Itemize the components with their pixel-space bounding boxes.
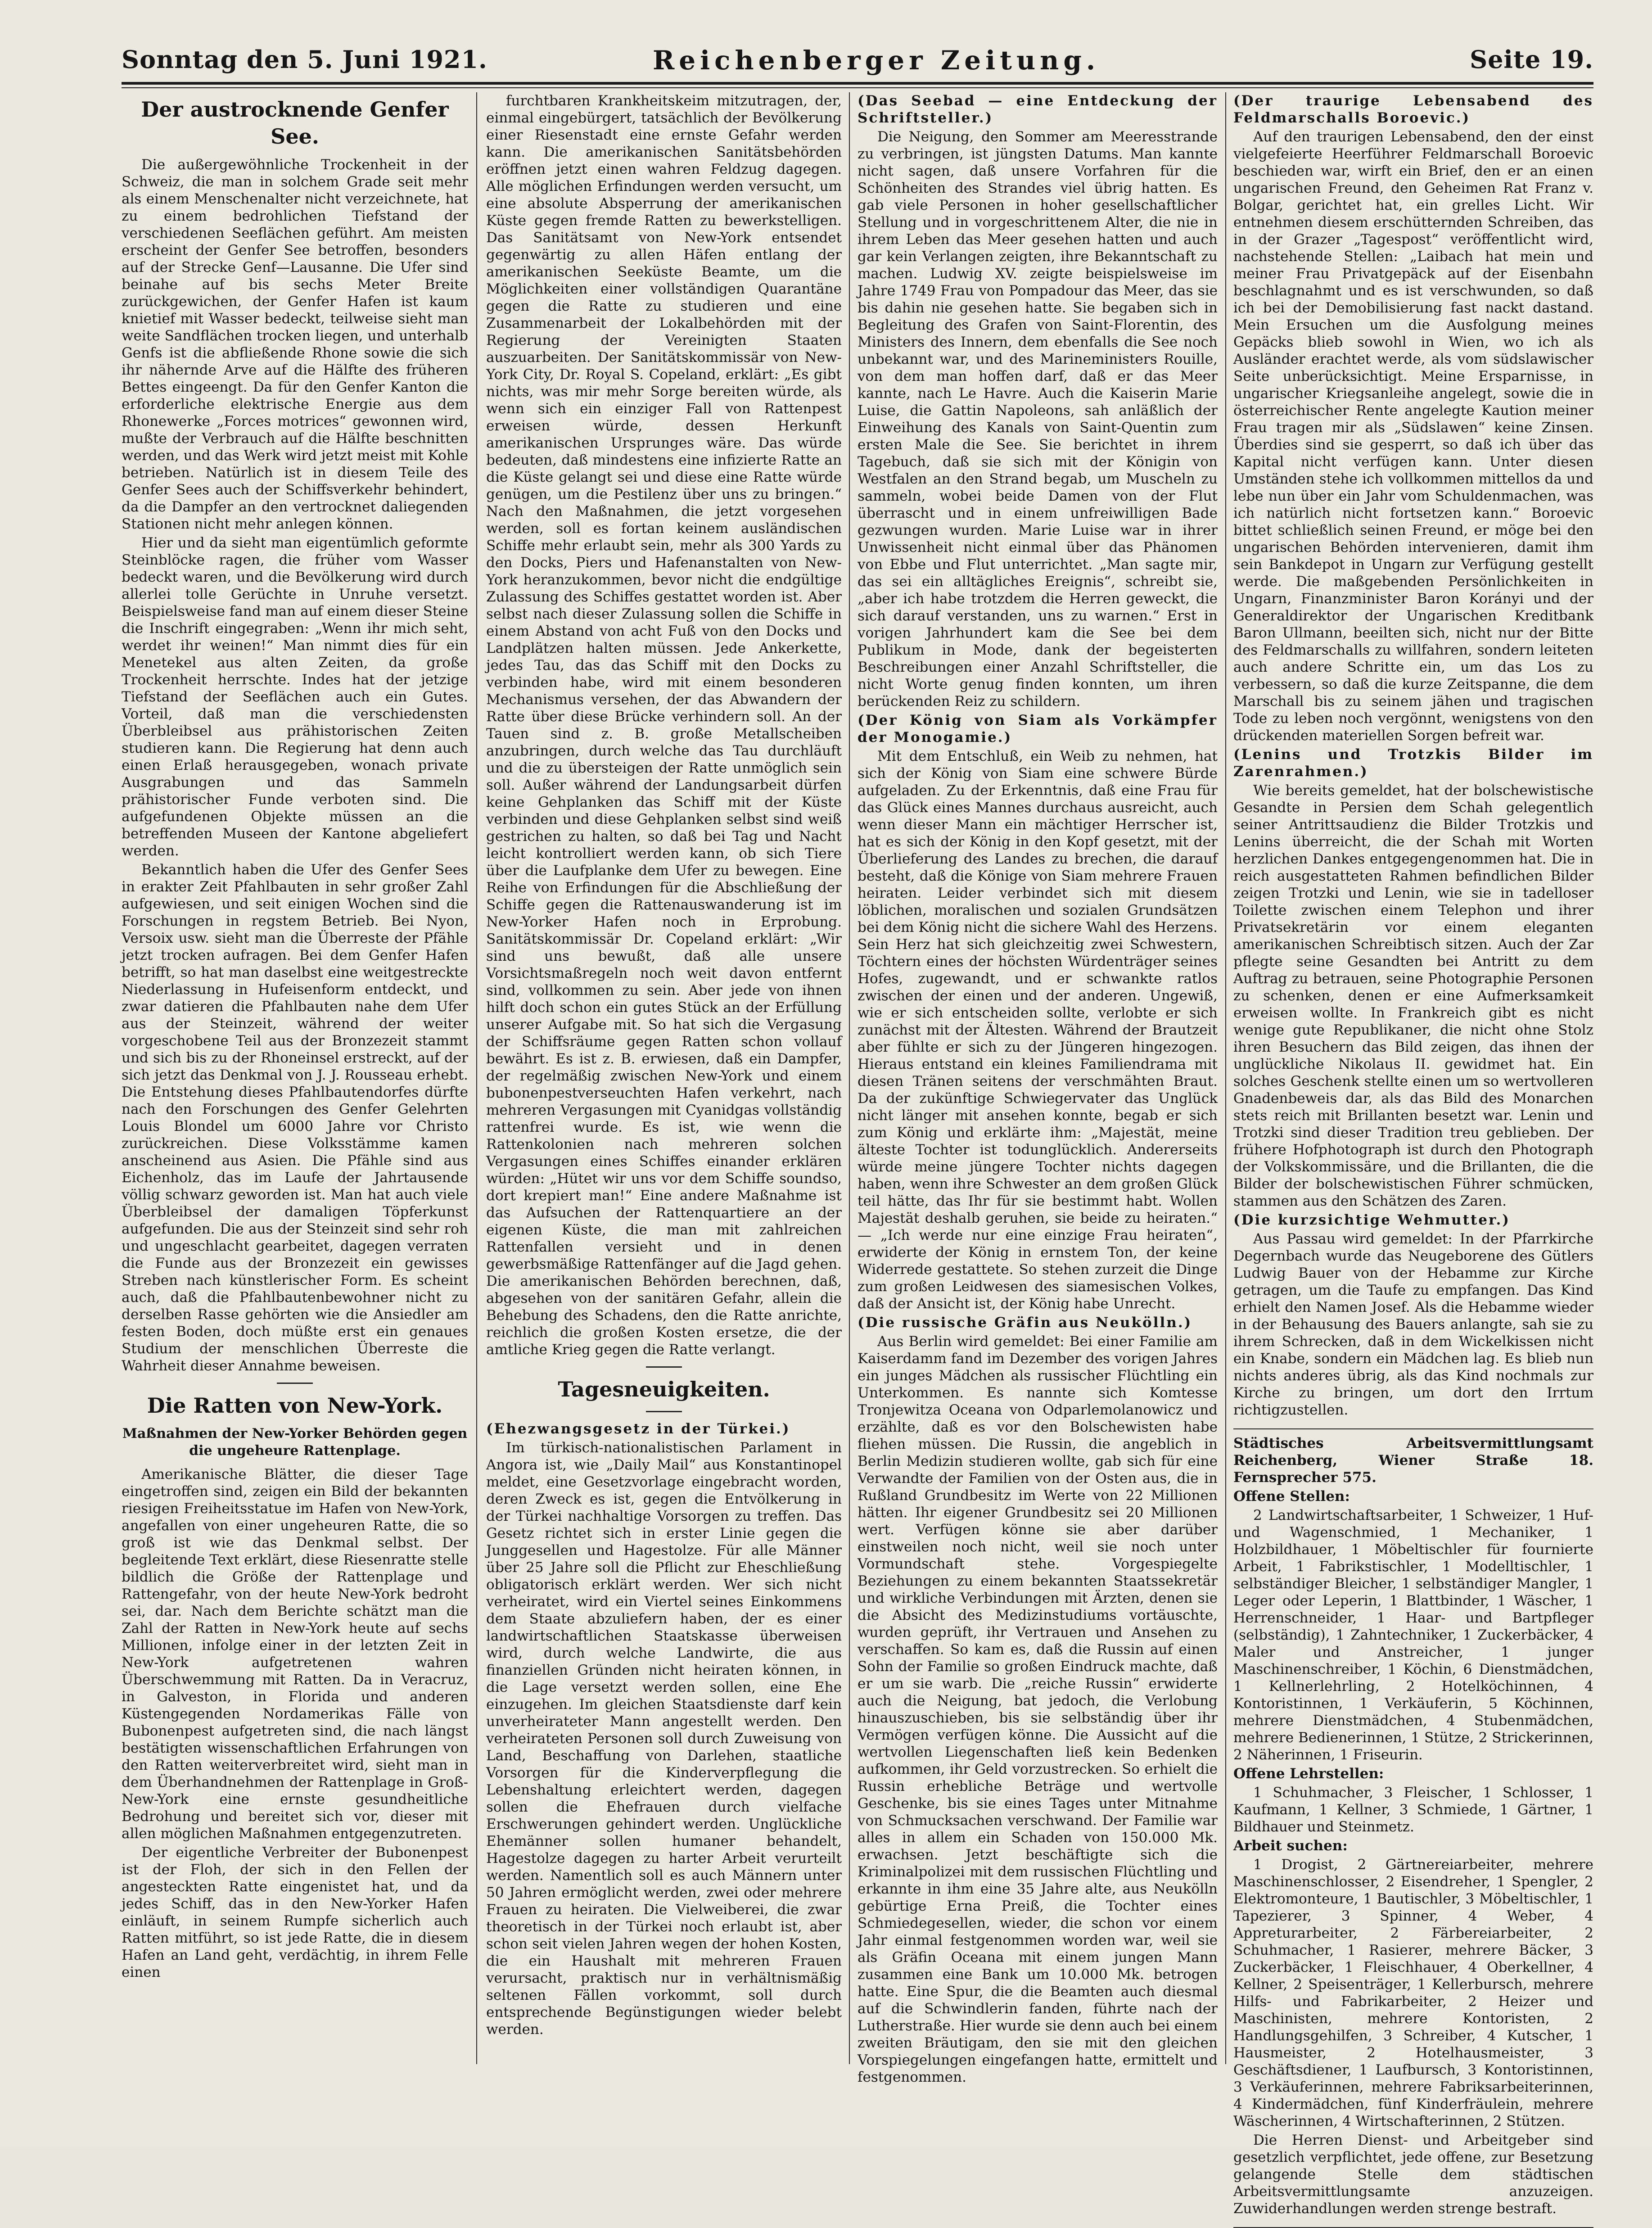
article-kicker <box>486 1420 842 1437</box>
section-divider <box>646 1366 682 1368</box>
column-divider <box>849 92 850 2064</box>
kicker-text: (Die kurzsichtige Wehmutter.) <box>1233 1212 1510 1228</box>
job-seekers-list: 1 Drogist, 2 Gärtnereiarbeiter, mehrere Maschinenschlosser, 2 Eisendreher, 1 Spengler, 2 Elektromonteure, 1 Bautischler, 3 Möbeltischler, 1 Tapezierer, 3 Spinner, 4 Weber, 4 Appreturarbeiter, 2 Färbereiarbeiter, 2 Schuhmacher, 1 Rasierer, mehrere Bäcker, 3 Zuckerbäcker, 1 Fleischhauer, 4 Oberkellner, 4 Kellner, 2 Speisenträger, 1 Kellerbursch, mehrere Hilfs- und Fabrikarbeiter, 2 Heizer und Maschinisten, mehrere Kontoristen, 2 Handlungsgehilfen, 3 Schreiber, 4 Kutscher, 1 Hausmeister, 2 Hotelhausmeister, 3 Geschäftsdiener, 1 Laufbursch, 3 Kontoristinnen, 3 Verkäuferinnen, mehrere Fabriksarbeiterinnen, 4 Kindermädchen, fünf Kinderfräulein, mehrere Wäscherinnen, 4 Wirtschafterinnen, 2 Stützen. <box>1233 1857 1593 2129</box>
section-divider <box>1233 1428 1593 1429</box>
article-subtitle: Maßnahmen der New-Yorker Behörden gegen die ungeheure Rattenplage. <box>122 1426 468 1459</box>
article-paragraph: Amerikanische Blätter, die dieser Tage eingetroffen sind, zeigen ein Bild der bekannten riesigen Freiheitsstatue im Hafen von New-York, angefallen von einer ungeheuren Ratte, die so groß ist wie das Denkmal selbst. Der begleitende Text erklärt, diese Riesenratte stelle bildlich die Größe der Rattenplage und Rattengefahr, von der heute New-York bedroht sei, dar. Nach dem Berichte schätzt man die Zahl der Ratten in New-York heute auf sechs Millionen, infolge einer in der letzten Zeit in New-York aufgetretenen wahren Überschwemmung mit Ratten. Da in Veracruz, in Galveston, in Florida und anderen Küstengegenden Nordamerikas Fälle von Bubonenpest aufgetreten sind, die nach längst bestätigten wissenschaftlichen Erfahrungen von den Ratten weiterverbreitet wird, sieht man in dem Überhandnehmen der Rattenplage in Groß-New-York eine ernste gesundheitliche Bedrohung und bereitet sich vor, dieser mit allen möglichen Maßnahmen entgegenzutreten. <box>122 1466 468 1842</box>
article-paragraph: Aus Berlin wird gemeldet: Bei einer Familie am Kaiserdamm fand im Dezember des vorigen Jahres ein junges Mädchen als russischer Flüchtling ein Unterkommen. Es nannte sich Komtesse Tronjewitza Oceana von Odparlemolanowicz und erzählte, daß es vor den Bolschewisten habe fliehen müssen. Die Russin, die angeblich in Berlin Medizin studieren wollte, gab sich für eine Verwandte der Familien von der Osten aus, die in Rußland Grundbesitz im Werte von 22 Millionen hätten. Ihr eigener Grundbesitz sei 20 Millionen wert. Verfügen könne sie aber darüber einstweilen noch nicht, weil sie noch unter Vormundschaft stehe. Vorgespiegelte Beziehungen zu einem bekannten Staatssekretär und wirkliche Verbindungen mit Ärzten, denen sie die Absicht des Medizinstudiums vortäuschte, wurden geprüft, ihr Vertrauen und Ansehen zu verschaffen. So kam es, daß die Russin auf einen Sohn der Familie so großen Eindruck machte, daß er um sie warb. Die „reiche Russin“ erwiderte auch die Neigung, bat jedoch, die Verlobung hinauszuschieben, bis sie selbständig über ihr Vermögen verfügen könne. Die Aussicht auf die wertvollen Liegenschaften ließ kein Bedenken aufkommen, ihr Geld vorzustrecken. So erhielt die Russin erhebliche Beträge und wertvolle Geschenke, bis sie eines Tages unter Mitnahme von Schmucksachen verschwand. Der Familie war alles in allem ein Schaden von 150.000 Mk. erwachsen. Jetzt beschäftigte sich die Kriminalpolizei mit dem russischen Flüchtling und erkannte in ihm eine 35 Jahre alte, aus Neukölln gebürtige Erna Preiß, die Tochter eines Schmiedegesellen, wieder, die schon vor einem Jahr einmal festgenommen worden war, weil sie als Gräfin Oceana mit einem jungen Mann zusammen eine Bank um 10.000 Mk. betrogen hatte. Eine Spur, die die Beamten auch diesmal auf die Schwindlerin fanden, führte nach der Lutherstraße. Hier wurde sie denn auch bei einem zweiten Bräutigam, den sie mit den gleichen Vorspiegelungen eingefangen hatte, ermittelt und festgenommen. <box>858 1333 1218 2085</box>
column-divider <box>1225 92 1226 2064</box>
column-2 <box>486 92 842 2064</box>
kicker-text: (Die russische Gräfin aus Neukölln.) <box>858 1315 1192 1331</box>
article-kicker <box>858 92 1218 127</box>
article-kicker <box>1233 1211 1593 1229</box>
header-rule-thin <box>122 87 1593 88</box>
article-paragraph: Hier und da sieht man eigentümlich geformte Steinblöcke ragen, die früher vom Wasser bedeckt waren, und die Bevölkerung wird durch allerlei tolle Gerüchte in Unruhe versetzt. Beispielsweise fand man auf einem dieser Steine die Inschrift eingegraben: „Wenn ihr mich seht, werdet ihr weinen!“ Man nimmt dies für ein Menetekel aus alten Zeiten, da große Trockenheit herrschte. Indes hat der jetzige Tiefstand der Seeflächen auch ein Gutes. Vorteil, daß man die verschiedensten Überbleibsel aus prähistorischen Zeiten studieren kann. Die Regierung hat denn auch einen Erlaß herausgegeben, wonach private Ausgrabungen und das Sammeln prähistorischer Funde verboten sind. Die aufgefundenen Objekte müssen an die betreffenden Museen der Kantone abgeliefert werden. <box>122 535 468 859</box>
article-kicker <box>1233 746 1593 780</box>
header-rule <box>122 82 1593 85</box>
article-paragraph: Aus Passau wird gemeldet: In der Pfarrkirche Degernbach wurde das Neugeborene des Gütlers Ludwig Bauer von der Hebamme zur Kirche getragen, um die Taufe zu empfangen. Das Kind erhielt den Namen Josef. Als die Hebamme wieder in der Behausung des Bauers anlangte, sah sie zu ihrem Schrecken, daß in dem Wickelkissen nicht ein Knabe, sondern ein Mädchen lag. Es blieb nun nichts anderes übrig, als das Kind nochmals zur Kirche zu bringen, um dort den Irrtum richtigzustellen. <box>1233 1231 1593 1418</box>
column-4 <box>1233 92 1593 2217</box>
kicker-text: (Ehezwangsgesetz in der Türkei.) <box>486 1421 790 1437</box>
employment-office-notice: Die Herren Dienst- und Arbeitgeber sind gesetzlich verpflichtet, jede offene, zur Besetzung gelangende Stelle dem städtischen Arbeitsvermittlungsamte anzuzeigen. Zuwiderhandlungen werden strenge bestraft. <box>1233 2132 1593 2217</box>
kicker-text: (Lenins und Trotzkis Bilder im Zarenrahmen.) <box>1233 746 1593 780</box>
kicker-text: (Der traurige Lebensabend des Feldmarschalls Boroevic.) <box>1233 93 1593 126</box>
kicker-text: (Der König von Siam als Vorkämpfer der Monogamie.) <box>858 712 1218 746</box>
section-divider <box>277 1383 313 1384</box>
article-paragraph: Im türkisch-nationalistischen Parlament in Angora ist, wie „Daily Mail“ aus Konstantinopel meldet, eine Gesetzvorlage eingebracht worden, deren Zweck es ist, gegen die Entvölkerung in der Türkei nachhaltige Vorsorgen zu treffen. Das Gesetz richtet sich in erster Linie gegen die Junggesellen und Hagestolze. Für alle Männer über 25 Jahre soll die Pflicht zur Eheschließung obligatorisch erklärt werden. Wer sich nicht verheiratet, wird ein Viertel seines Einkommens dem Staate abzuliefern haben, der es einer landwirtschaftlichen Staatskasse überweisen wird, durch welche Landwirte, die aus finanziellen Gründen nicht heiraten können, in die Lage versetzt werden sollen, eine Ehe einzugehen. Im gleichen Staatsdienste darf kein unverheirateter Mann angestellt werden. Den verheirateten Personen soll durch Zuweisung von Land, Beschaffung von Darlehen, staatliche Vorsorgen für die Kinderverpflegung die Lebenshaltung erleichtert werden, dagegen sollen die Ehefrauen durch vielfache Erschwerungen gehindert werden. Unglückliche Ehemänner sollen humaner behandelt, Hagestolze dagegen zu harter Arbeit verurteilt werden. Namentlich soll es auch Männern unter 50 Jahren ermöglicht werden, zwei oder mehrere Frauen zu heiraten. Die Vielweiberei, die zwar theoretisch in der Türkei noch erlaubt ist, aber schon seit vielen Jahren wegen der hohen Kosten, die ein Haushalt mit mehreren Frauen verursacht, praktisch nur in verhältnismäßig seltenen Fällen vorkommt, soll durch entsprechende Begünstigungen wieder belebt werden. <box>486 1440 842 2038</box>
column-divider <box>476 92 477 2064</box>
section-divider <box>646 1411 682 1412</box>
column-1 <box>122 92 468 2064</box>
newspaper-masthead: Reichenberger Zeitung. <box>653 45 1100 76</box>
article-paragraph: Auf den traurigen Lebensabend, den der einst vielgefeierte Heerführer Feldmarschall Boroevic beschieden war, wirft ein Brief, den er an einen ungarischen Freund, den Geheimen Rat Franz v. Bolgar, gerichtet hat, ein grelles Licht. Wir entnehmen diesem erschütternden Schreiben, das in der Grazer „Tagespost“ veröffentlicht wird, nachstehende Stellen: „Laibach hat mein und meiner Frau Privatgepäck auf der Eisenbahn beschlagnahmt und es ist verschwunden, so daß ich bei der Demobilisierung fast nackt dastand. Mein Ersuchen um die Ausfolgung meines Gepäcks blieb sowohl in Wien, wo ich als Ausländer erachtet werde, als vom südslawischer Seite unberücksichtigt. Meine Ersparnisse, in ungarischer Kriegsanleihe angelegt, sowie die in österreichischer Rente angelegte Kaution meiner Frau tragen mir als „Südslawen“ keine Zinsen. Überdies sind sie gesperrt, so daß ich über das Kapital nicht verfügen kann. Unter diesen Umständen stehe ich vollkommen mittellos da und lebe nun über ein Jahr vom Schuldenmachen, was ich natürlich nicht fortsetzen kann.“ Boroevic bittet schließlich seinen Freund, er möge bei den ungarischen Behörden intervenieren, damit ihm sein Bankdepot in Ungarn zur Verfügung gestellt werde. Die maßgebenden Persönlichkeiten in Ungarn, Finanzminister Baron Korányi und der Generaldirektor der Ungarischen Kreditbank Baron Ullmann, beeilten sich, nicht nur der Bitte des Feldmarschalls zu willfahren, sondern leiteten auch andere Schritte ein, um das Los zu verbessern, so daß die kurze Zeitspanne, die dem Marschall bis zu seinem jähen und tragischen Tode zu leben noch vergönnt, wenigstens von den drückenden materiellen Sorgen befreit war. <box>1233 129 1593 744</box>
kicker-text: (Das Seebad — eine Entdeckung der Schriftsteller.) <box>858 93 1218 126</box>
article-kicker <box>1233 92 1593 127</box>
article-paragraph: Mit dem Entschluß, ein Weib zu nehmen, hat sich der König von Siam eine schwere Bürde aufgeladen. Zu der Erkenntnis, daß eine Frau für das Glück eines Mannes durchaus ausreicht, auch wenn dieser Mann ein mächtiger Herrscher ist, hat es sich der König in den Kopf gesetzt, mit der Überlieferung des Landes zu brechen, die darauf besteht, daß die Könige von Siam mehrere Frauen heiraten. Leider verbindet sich mit diesem löblichen, moralischen und sozialen Grundsätzen bei dem König nicht die sichere Wahl des Herzens. Sein Herz hat sich gleichzeitig zwei Schwestern, Töchtern eines der höchsten Würdenträger seines Hofes, zugewandt, und er schwankte ratlos zwischen der einen und der anderen. Ungewiß, wie er sich entscheiden sollte, verlobte er sich zunächst mit der Ältesten. Während der Brautzeit aber fühlte er sich zu der Jüngeren hingezogen. Hieraus entstand ein kleines Familiendrama mit diesen Tränen seitens der verschmähten Braut. Da der zukünftige Schwiegervater das Unglück nicht länger mit ansehen konnte, begab er sich zum König und erklärte ihm: „Majestät, meine älteste Tochter ist todunglücklich. Andererseits würde meine jüngere Tochter nichts dagegen haben, wenn ihre Schwester an dem großen Glück teil hätte, das Ihr für sie bestimmt habt. Wollen Majestät deshalb geruhen, sie beide zu heiraten.“ — „Ich werde nur eine einzige Frau heiraten“, erwiderte der König in ernstem Ton, der keine Widerrede gestattete. So stehen zurzeit die Dinge zum großen Leidwesen des siamesischen Volkes, daß der Ansicht ist, der König habe Unrecht. <box>858 748 1218 1312</box>
job-seekers-heading: Arbeit suchen: <box>1233 1838 1348 1854</box>
article-paragraph: Die außergewöhnliche Trockenheit in der Schweiz, die man in solchem Grade seit mehr als einem Menschenalter nicht verzeichnete, hat zu einem bedrohlichen Tiefstand der verschiedenen Seeflächen geführt. Am meisten erscheint der Genfer See betroffen, besonders auf der Strecke Genf—Lausanne. Die Ufer sind beinahe auf bis sechs Meter Breite zurückgewichen, der Genfer Hafen ist kaum knietief mit Wasser bedeckt, teilweise sieht man weite Sandflächen trocken liegen, und unterhalb Genfs ist die abfließende Rhone sowie die sich ihr nähernde Arve auf die Hälfte des früheren Bettes eingeengt. Da für den Genfer Kanton die erforderliche elektrische Energie aus dem Rhonewerke „Forces motrices“ gewonnen wird, mußte der Verbrauch auf die Hälfte beschnitten werden, und das Werk wird jetzt meist mit Kohle betrieben. Natürlich ist in diesem Teile des Genfer Sees auch der Schiffsverkehr behindert, da die Dampfer an den vertrocknet daliegenden Stationen nicht mehr anlegen können. <box>122 157 468 532</box>
open-positions-heading: Offene Stellen: <box>1233 1488 1350 1505</box>
column-3 <box>858 92 1218 2085</box>
article-paragraph: furchtbaren Krankheitskeim mitzutragen, der, einmal eingebürgert, tatsächlich der Bevölkerung einer Riesenstadt eine ernste Gefahr werden kann. Die amerikanischen Sanitätsbehörden eröffnen jetzt einen wahren Feldzug dagegen. Alle möglichen Erfindungen werden versucht, um eine absolute Absperrung der amerikanischen Küste gegen fremde Ratten zu bewerkstelligen. Das Sanitätsamt von New-York entsendet gegenwärtig zu allen Häfen entlang der amerikanischen Seeküste Beamte, um die Möglichkeiten einer vollständigen Quarantäne gegen die Ratte zu studieren und eine Zusammenarbeit der Lokalbehörden mit der Regierung der Vereinigten Staaten auszuarbeiten. Der Sanitätskommissär von New-York City, Dr. Royal S. Copeland, erklärt: „Es gibt nichts, was mir mehr Sorge bereiten würde, als wenn sich ein einziger Fall von Rattenpest erweisen würde, dessen Herkunft amerikanischen Ursprunges wäre. Das würde bedeuten, daß mindestens eine infizierte Ratte an die Küste gelangt sei und diese eine Ratte würde genügen, um die Pestilenz über uns zu bringen.“ Nach den Maßnahmen, die jetzt vorgesehen werden, soll es fortan keinem ausländischen Schiffe mehr erlaubt sein, mehr als 300 Yards zu den Docks, Piers und Hafenanstalten von New-York heranzukommen, bevor nicht die endgültige Zulassung des Schiffes gestattet worden ist. Aber selbst nach dieser Zulassung sollen die Schiffe in einem Abstand von acht Fuß von den Docks und Landplätzen halten müssen. Jede Ankerkette, jedes Tau, das das Schiff mit den Docks zu verbinden habe, wird mit einem besonderen Mechanismus versehen, der das Abwandern der Ratte über diese Brücke verhindern soll. An der Tauen sind z. B. große Metallscheiben anzubringen, durch welche das Tau durchläuft und die zu übersteigen der Ratte unmöglich sein soll. Außer während der Landungsarbeit dürfen keine Gehplanken das Schiff mit der Küste verbinden und diese Gehplanken selbst sind weiß gestrichen zu halten, so daß bei Tag und Nacht leicht kontrolliert werden kann, ob sich Tiere über die Laufplanke dem Ufer zu bewegen. Eine Reihe von Erfindungen für die Abschließung der Schiffe gegen die Rattenauswanderung ist im New-Yorker Hafen noch in Erprobung. Sanitätskommissär Dr. Copeland erklärt: „Wir sind uns bewußt, daß alle unsere Vorsichtsmaßregeln noch weit davon entfernt sind, vollkommen zu sein. Aber jede von ihnen hilft doch schon ein gutes Stück an der Erfüllung unserer Aufgabe mit. So hat sich die Vergasung der Schiffsräume gegen Ratten schon vollauf bewährt. Es ist z. B. erwiesen, daß ein Dampfer, der regelmäßig zwischen New-York und einem bubonenpestverseuchten Hafen verkehrt, nach mehreren Vergasungen mit Cyanidgas vollständig rattenfrei wurde. Es ist, wie wenn die Rattenkolonien nach mehreren solchen Vergasungen eines Schiffes einander erklären würden: „Hütet wir uns vor dem Schiffe soundso, dort krepiert man!“ Eine andere Maßnahme ist das Aufsuchen der Rattenquartiere an der eigenen Küste, die man mit zahlreichen Rattenfallen versieht und in denen gewerbsmäßige Rattenfänger auf die Jagd gehen. Die amerikanischen Behörden berechnen, daß, abgesehen von der sanitären Gefahr, allein die Behebung des Schadens, den die Ratte anrichte, reichlich die großen Kosten ersetze, die der amtliche Krieg gegen die Ratte verlangt. <box>486 93 842 1358</box>
page-number: Seite 19. <box>1470 45 1593 74</box>
open-positions-list: 2 Landwirtschaftsarbeiter, 1 Schweizer, 1 Huf- und Wagenschmied, 1 Mechaniker, 1 Holzbildhauer, 1 Möbeltischler für fournierte Arbeit, 1 Fabrikstischler, 1 Modelltischler, 1 selbständiger Bleicher, 1 selbständiger Mangler, 1 Leger oder Leperin, 1 Blattbinder, 1 Wäscher, 1 Herrenschneider, 1 Haar- und Bartpfleger (selbständig), 1 Zahntechniker, 1 Zuckerbäcker, 4 Maler und Anstreicher, 1 junger Maschinenschreiber, 1 Köchin, 6 Dienstmädchen, 1 Kellnerlehrling, 2 Hotelköchinnen, 4 Kontoristinnen, 1 Verkäuferin, 5 Köchinnen, mehrere Dienstmädchen, 4 Stubenmädchen, mehrere Bedienerinnen, 1 Stütze, 2 Strickerinnen, 2 Näherinnen, 1 Friseurin. <box>1233 1507 1593 1763</box>
page-header <box>122 45 1593 86</box>
section-title-tagesneuigkeiten: Tagesneuigkeiten. <box>558 1377 770 1401</box>
apprenticeships-list: 1 Schuhmacher, 3 Fleischer, 1 Schlosser, 1 Kaufmann, 1 Kellner, 3 Schmiede, 1 Gärtner, 1 Bildhauer und Steinmetz. <box>1233 1785 1593 1835</box>
article-kicker <box>858 712 1218 746</box>
employment-office-title: Städtisches Arbeitsvermittlungsamt Reichenberg, Wiener Straße 18. Fernsprecher 575. <box>1233 1435 1593 1486</box>
article-title-ratten: Die Ratten von New-York. <box>147 1393 443 1418</box>
article-paragraph: Die Neigung, den Sommer am Meeresstrande zu verbringen, ist jüngsten Datums. Man kannte nicht sagen, daß unsere Vorfahren für die Schönheiten des Strandes viel übrig hatten. Es gab viele Personen in hoher gesellschaftlicher Stellung und in vorgeschrittenem Alter, die nie in ihrem Leben das Meer gesehen hatten und auch gar kein Verlangen zeigten, ihre Bekanntschaft zu machen. Ludwig XV. zeigte beispielsweise im Jahre 1749 Frau von Pompadour das Meer, das sie bis dahin nie gesehen hatte. Sie begaben sich in Begleitung des Grafen von Saint-Florentin, des Ministers des Innern, dem ebenfalls die See noch unbekannt war, und des Marineministers Rouille, von dem man hoffen darf, daß er das Meer kannte, nach Le Havre. Auch die Kaiserin Marie Luise, die Gattin Napoleons, sah anläßlich der Einweihung des Kanals von Saint-Quentin zum ersten Male die See. Sie berichtet in ihrem Tagebuch, daß sie sich mit der Königin von Westfalen an den Strand begab, um Muscheln zu sammeln, wobei beide Damen von der Flut überrascht und in einem unfreiwilligen Bade gezwungen wurden. Marie Luise war in ihrer Unwissenheit nicht einmal über das Phänomen von Ebbe und Flut unterrichtet. „Man sagte mir, das sei ein alltägliches Ereignis“, schreibt sie, „aber ich habe trotzdem die Herren geweckt, die sich darauf verstanden, uns zu warnen.“ Erst in vorigen Jahrhundert kam die See bei dem Publikum in Mode, dank der begeisterten Beschreibungen einer Anzahl Schriftsteller, die nicht Worte genug finden konnten, um ihren berückenden Reiz zu schildern. <box>858 129 1218 710</box>
article-paragraph: Wie bereits gemeldet, hat der bolschewistische Gesandte in Persien dem Schah gelegentlich seiner Antrittsaudienz die Bilder Trotzkis und Lenins überreicht, die der Schah mit Worten herzlichen Dankes entgegengenommen hat. Die in reich ausgestatteten Rahmen befindlichen Bilder zeigen Trotzki und Lenin, wie sie in tadelloser Toilette zwischen einem Telephon und ihrer Privatsekretärin vor einem eleganten amerikanischen Schreibtisch sitzen. Auch der Zar pflegte seine Gesandten bei Antritt zu dem Auftrag zu betrauen, seine Photographie Personen zu schenken, denen er eine Aufmerksamkeit erweisen wollte. In Frankreich gibt es nicht wenige gute Republikaner, die nicht ohne Stolz ihren Besuchern das Bild zeigen, das ihnen der unglückliche Nikolaus II. gewidmet hat. Ein solches Geschenk stellte einen um so wertvolleren Gnadenbeweis dar, als das Bild des Monarchen stets reich mit Brillanten besetzt war. Lenin und Trotzki sind dieser Tradition treu geblieben. Der frühere Hofphotograph ist durch den Photograph der Volkskommissäre, und die Brillanten, die die Bilder der bolschewistischen Führer schmücken, stammen aus den Schätzen des Zaren. <box>1233 782 1593 1209</box>
header-date: Sonntag den 5. Juni 1921. <box>122 45 487 74</box>
article-kicker <box>858 1314 1218 1331</box>
article-title-genfer-see: Der austrocknende Genfer See. <box>141 97 449 149</box>
article-paragraph: Der eigentliche Verbreiter der Bubonenpest ist der Floh, der sich in den Fellen der angesteckten Ratte eingenistet hat, und da jedes Schiff, das in den New-Yorker Hafen einläuft, in seinem Rumpfe sicherlich auch Ratten mitführt, so ist jede Ratte, die in diesem Hafen an Land geht, verdächtig, in ihrem Felle einen <box>122 1844 468 1980</box>
article-paragraph: Bekanntlich haben die Ufer des Genfer Sees in erakter Zeit Pfahlbauten in sehr großer Zahl aufgewiesen, und seit einigen Wochen sind die Forschungen in regstem Betrieb. Bei Nyon, Versoix usw. sieht man die Überreste der Pfähle jetzt trocken aufragen. Bei dem Genfer Hafen betrifft, so hat man daselbst eine weitgestreckte Niederlassung in Hufeisenform entdeckt, und zwar datieren die Pfahlbauten nahe dem Ufer aus der Steinzeit, während der weiter vorgeschobene Teil aus der Bronzezeit stammt und sich bis zu der Rhoneinsel erstreckt, auf der sich jetzt das Denkmal von J. J. Rousseau erhebt. Die Entstehung dieses Pfahlbautendorfes dürfte nach den Forschungen des Genfer Gelehrten Louis Blondel um 6000 Jahre vor Christo zurückreichen. Diese Volksstämme kamen anscheinend aus Asien. Die Pfähle sind aus Eichenholz, das im Laufe der Jahrtausende völlig schwarz geworden ist. Man hat auch viele Überbleibsel der damaligen Töpferkunst aufgefunden. Die aus der Steinzeit sind sehr roh und ungeschlacht gearbeitet, dagegen verraten die Funde aus der Bronzezeit ein gewisses Streben nach künstlerischer Form. Es scheint auch, daß die Pfahlbautenbewohner nicht zu derselben Rasse gehörten wie die Ansiedler am festen Boden, doch müßte erst ein genaues Studium der menschlichen Überreste die Wahrheit dieser Annahme beweisen. <box>122 862 468 1374</box>
apprenticeships-heading: Offene Lehrstellen: <box>1233 1766 1384 1782</box>
